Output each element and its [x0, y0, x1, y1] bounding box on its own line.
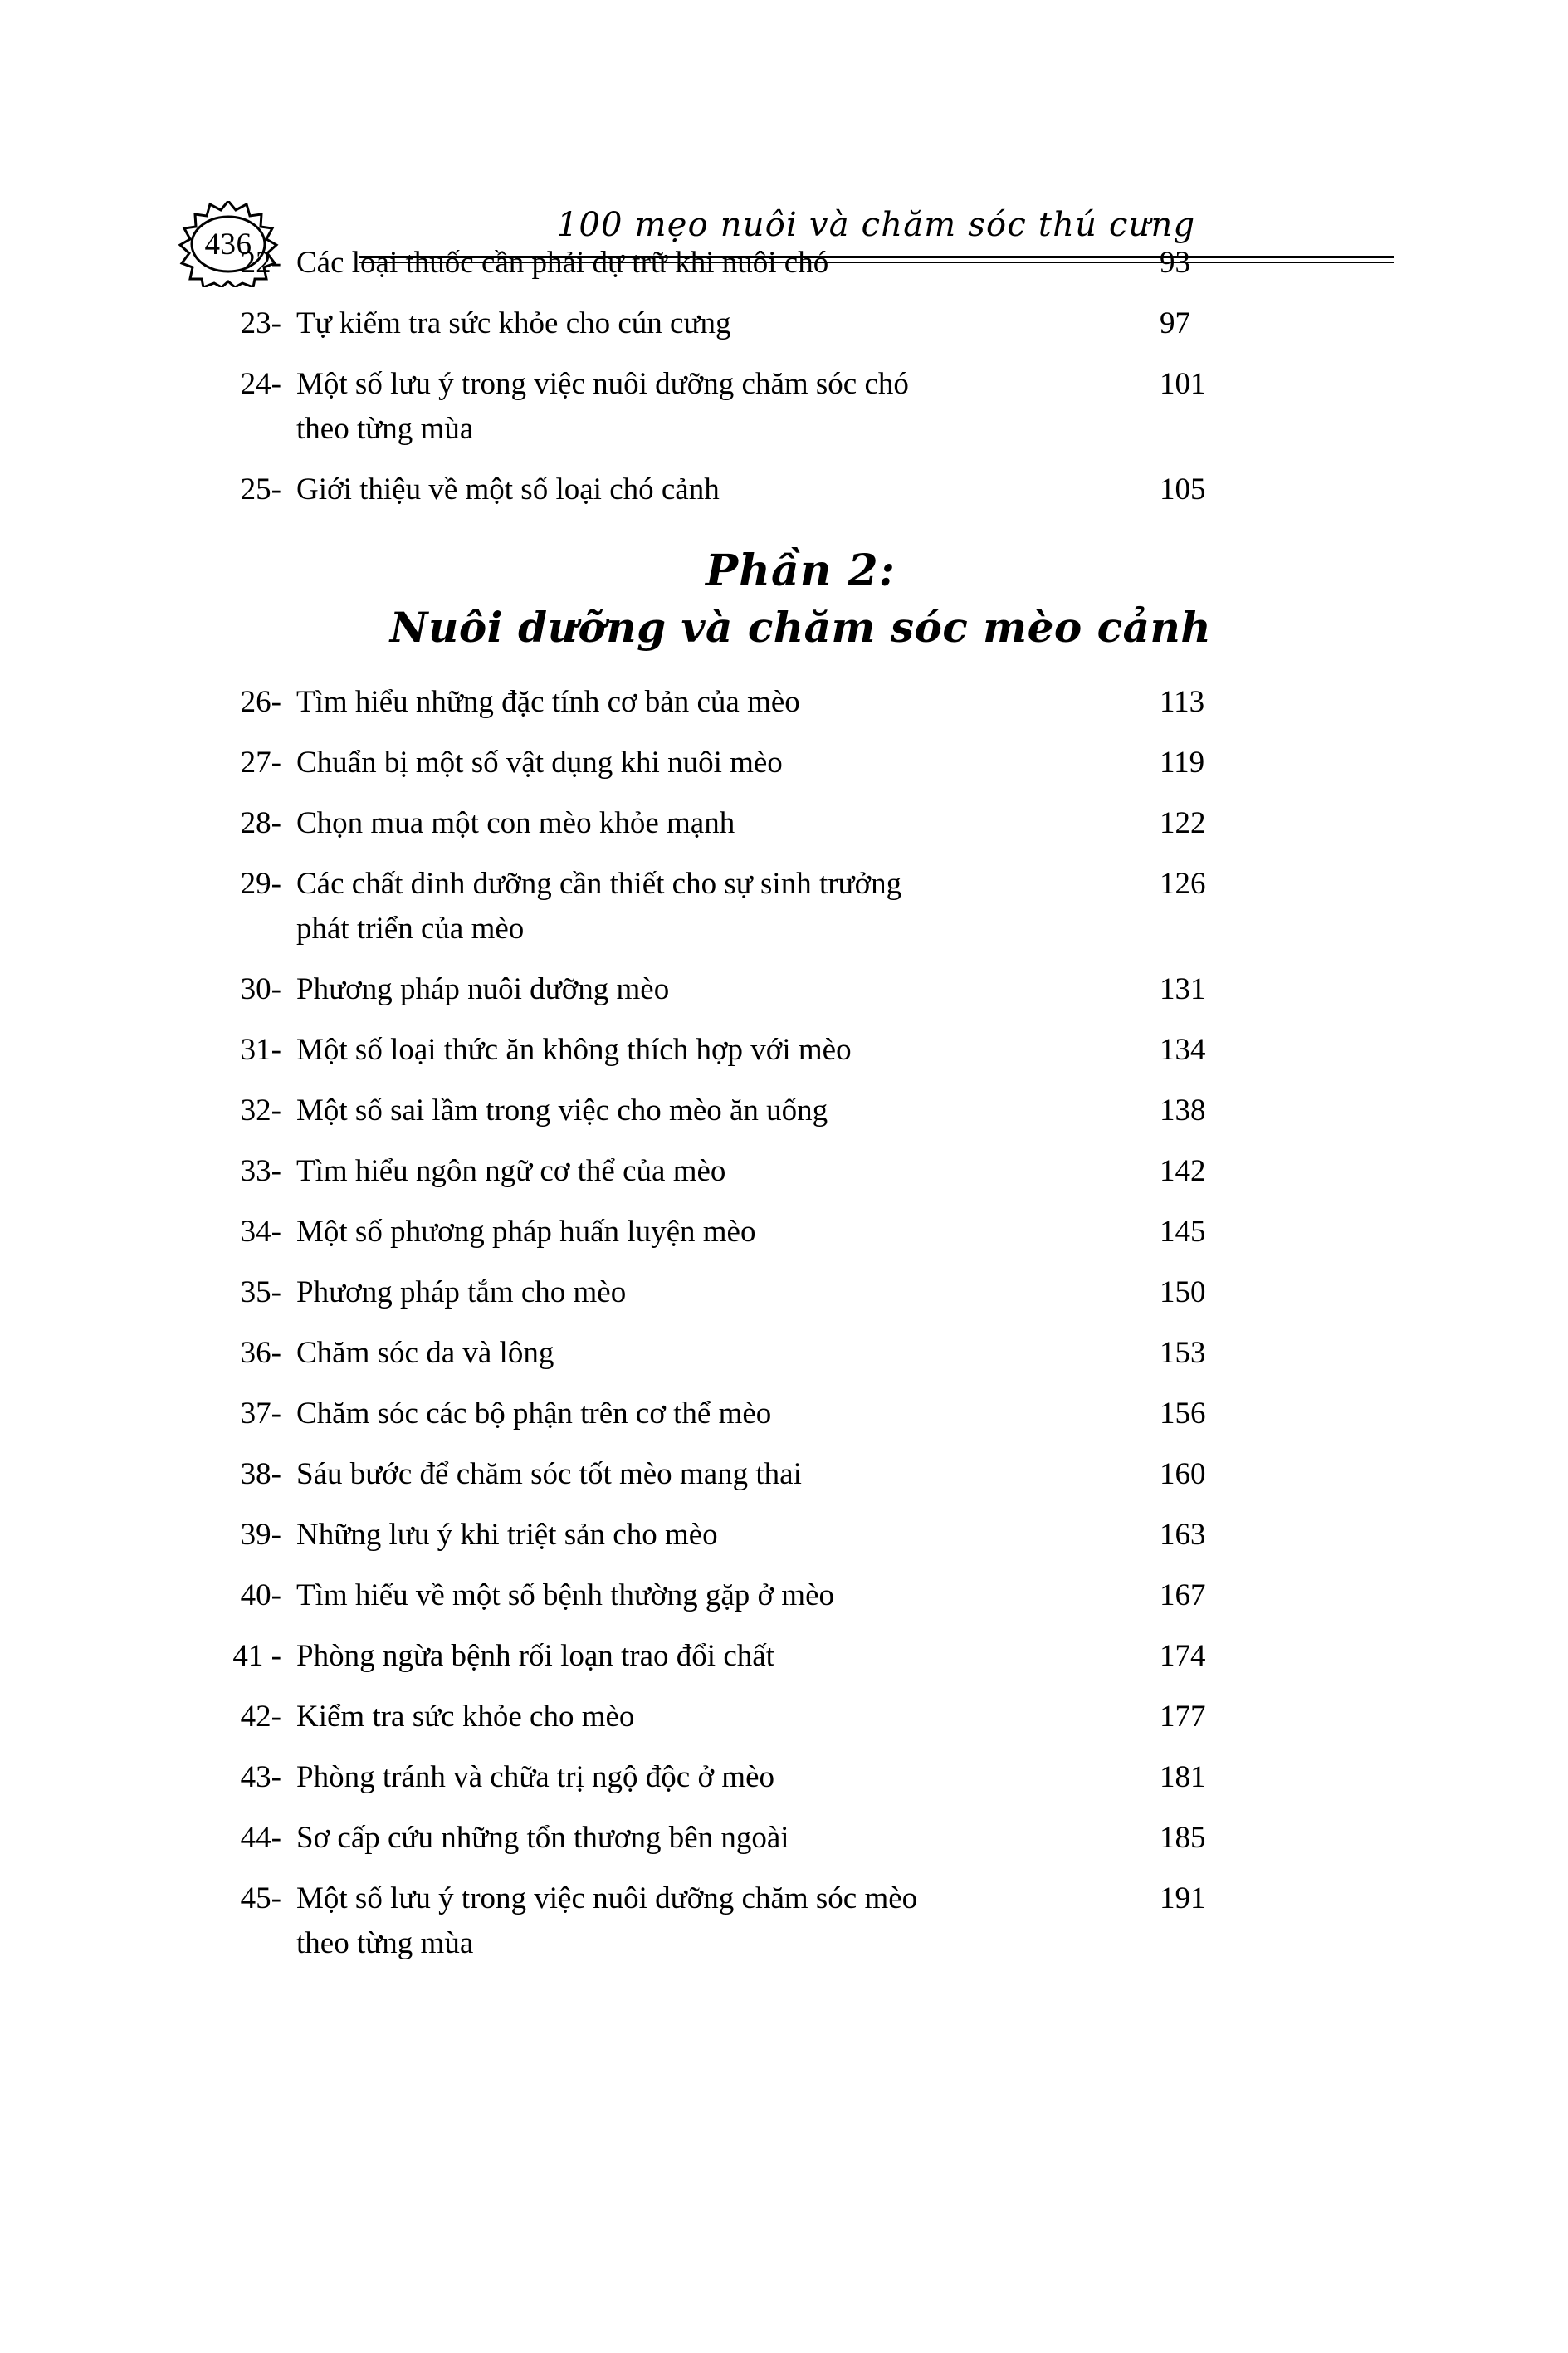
toc-entry-page: 142 — [1160, 1154, 1206, 1188]
toc-entry-title-line1: Một số phương pháp huấn luyện mèo — [296, 1215, 756, 1249]
toc-entry-title — [296, 1149, 1160, 1194]
toc-entry-title — [296, 1392, 1160, 1436]
toc-entry[interactable] — [0, 1088, 1568, 1133]
toc-entry-number: 43- — [240, 1760, 281, 1794]
toc-entry-page: 93 — [1160, 246, 1190, 280]
toc-entry-title-line1: Tìm hiểu về một số bệnh thường gặp ở mèo — [296, 1578, 835, 1612]
toc-entry-title — [296, 1513, 1160, 1558]
toc-entry-title-line2: phát triển của mèo — [296, 912, 525, 946]
toc-entry-title-line1: Phương pháp tắm cho mèo — [296, 1275, 627, 1309]
toc-entry-number: 27- — [240, 746, 281, 780]
toc-entry-title-line1: Kiểm tra sức khỏe cho mèo — [296, 1700, 635, 1734]
toc-entry[interactable] — [0, 362, 1568, 452]
toc-entry-page: 174 — [1160, 1639, 1206, 1673]
toc-entry-title — [296, 1755, 1160, 1800]
part-title: Nuôi dưỡng và chăm sóc mèo cảnh — [389, 603, 1212, 652]
toc-entry-number: 36- — [240, 1336, 281, 1370]
toc-entry-page: 167 — [1160, 1578, 1206, 1612]
table-of-contents — [0, 241, 1568, 1982]
toc-entry[interactable] — [0, 1270, 1568, 1315]
toc-entry[interactable] — [0, 1573, 1568, 1618]
toc-entry-title-line1: Chăm sóc các bộ phận trên cơ thể mèo — [296, 1397, 772, 1431]
toc-entry-page: 163 — [1160, 1518, 1206, 1552]
toc-entry-number: 34- — [240, 1215, 281, 1249]
toc-entry-title — [296, 1028, 1160, 1073]
toc-entry-number: 26- — [240, 685, 281, 719]
toc-entry[interactable] — [0, 467, 1568, 512]
toc-entry-number: 31- — [240, 1033, 281, 1067]
toc-entry[interactable] — [0, 1452, 1568, 1497]
toc-entry-page: 134 — [1160, 1033, 1206, 1067]
toc-entry-title-line2: theo từng mùa — [296, 412, 474, 446]
toc-entry-title — [296, 801, 1160, 846]
toc-entry-page: 138 — [1160, 1093, 1206, 1128]
part-label: Phần 2: — [706, 545, 896, 596]
toc-entry-title — [296, 1876, 1160, 1966]
toc-entry-number: 24- — [240, 367, 281, 401]
toc-entry-page: 177 — [1160, 1700, 1206, 1734]
toc-entry-title — [296, 467, 1160, 512]
toc-entry-number: 33- — [240, 1154, 281, 1188]
toc-entry-title — [296, 241, 1160, 286]
toc-entry-title-line1: Tìm hiểu những đặc tính cơ bản của mèo — [296, 685, 800, 719]
toc-entry-page: 119 — [1160, 746, 1205, 780]
toc-entry[interactable] — [0, 680, 1568, 725]
toc-entry-title-line1: Một số loại thức ăn không thích hợp với mèo — [296, 1033, 852, 1067]
toc-entry-number: 39- — [240, 1518, 281, 1552]
toc-entry-title — [296, 1452, 1160, 1497]
toc-entry-page: 105 — [1160, 472, 1206, 506]
toc-entry-title-line1: Tự kiểm tra sức khỏe cho cún cưng — [296, 306, 731, 340]
toc-entry[interactable] — [0, 1816, 1568, 1861]
toc-entry-title — [296, 1634, 1160, 1679]
toc-entry-number: 42- — [240, 1700, 281, 1734]
toc-entry-title-line1: Một số lưu ý trong việc nuôi dưỡng chăm sóc chó — [296, 367, 909, 401]
toc-entry-title-line1: Sơ cấp cứu những tổn thương bên ngoài — [296, 1821, 789, 1855]
toc-entry-number: 45- — [240, 1881, 281, 1915]
toc-entry-title-line1: Chăm sóc da và lông — [296, 1336, 554, 1370]
toc-entry[interactable] — [0, 1876, 1568, 1966]
toc-entry-title — [296, 1210, 1160, 1255]
toc-entry[interactable] — [0, 1331, 1568, 1376]
toc-entry-number: 25- — [240, 472, 281, 506]
toc-entry-number: 40- — [240, 1578, 281, 1612]
toc-entry-title-line1: Tìm hiểu ngôn ngữ cơ thể của mèo — [296, 1154, 726, 1188]
toc-entry-page: 101 — [1160, 367, 1206, 401]
toc-entry-title — [296, 1270, 1160, 1315]
part-heading — [0, 545, 1568, 652]
toc-entry-page: 153 — [1160, 1336, 1206, 1370]
toc-entry-title — [296, 362, 1160, 452]
toc-entry-number: 35- — [240, 1275, 281, 1309]
toc-entry-number: 44- — [240, 1821, 281, 1855]
toc-entry-title — [296, 967, 1160, 1012]
page-number: 436 — [204, 227, 252, 262]
toc-entry-title — [296, 1331, 1160, 1376]
toc-entry[interactable] — [0, 741, 1568, 785]
toc-entry-title-line1: Giới thiệu về một số loại chó cảnh — [296, 472, 720, 506]
toc-entry-page: 156 — [1160, 1397, 1206, 1431]
toc-entry[interactable] — [0, 301, 1568, 346]
toc-entry-number: 37- — [240, 1397, 281, 1431]
toc-entry[interactable] — [0, 1149, 1568, 1194]
toc-entry-page: 126 — [1160, 867, 1206, 901]
toc-entry[interactable] — [0, 1513, 1568, 1558]
toc-entry-title — [296, 301, 1160, 346]
toc-entry-number: 23- — [240, 306, 281, 340]
toc-entry-title — [296, 741, 1160, 785]
toc-entry-title-line2: theo từng mùa — [296, 1926, 474, 1960]
page-header — [0, 100, 1568, 262]
toc-entry-title-line1: Các chất dinh dưỡng cần thiết cho sự sinh trưởng — [296, 867, 902, 901]
toc-entry-number: 38- — [240, 1457, 281, 1491]
toc-entry-page: 131 — [1160, 972, 1206, 1006]
toc-entry-number: 41 - — [232, 1639, 281, 1673]
toc-entry-title-line1: Một số lưu ý trong việc nuôi dưỡng chăm sóc mèo — [296, 1881, 918, 1915]
toc-entry[interactable] — [0, 1392, 1568, 1436]
toc-entry[interactable] — [0, 801, 1568, 846]
toc-entry-title-line1: Các loại thuốc cần phải dự trữ khi nuôi chó — [296, 246, 829, 280]
toc-entry-title-line1: Chọn mua một con mèo khỏe mạnh — [296, 806, 735, 840]
toc-entry[interactable] — [0, 1210, 1568, 1255]
toc-entry[interactable] — [0, 1695, 1568, 1739]
toc-entry-page: 97 — [1160, 306, 1190, 340]
toc-entry[interactable] — [0, 967, 1568, 1012]
running-title: 100 mẹo nuôi và chăm sóc thú cưng — [556, 206, 1196, 244]
toc-entry-number: 28- — [240, 806, 281, 840]
toc-entry-number: 22- — [240, 246, 281, 280]
toc-entry-title — [296, 862, 1160, 951]
toc-entry-title-line1: Phòng tránh và chữa trị ngộ độc ở mèo — [296, 1760, 774, 1794]
toc-entry-title-line1: Phòng ngừa bệnh rối loạn trao đổi chất — [296, 1639, 774, 1673]
toc-entry[interactable] — [0, 862, 1568, 951]
toc-entry[interactable] — [0, 1028, 1568, 1073]
toc-entry-page: 122 — [1160, 806, 1206, 840]
toc-entry-page: 185 — [1160, 1821, 1206, 1855]
toc-entry-title — [296, 680, 1160, 725]
toc-entry-title-line1: Những lưu ý khi triệt sản cho mèo — [296, 1518, 718, 1552]
toc-entry-page: 145 — [1160, 1215, 1206, 1249]
toc-entry[interactable] — [0, 1634, 1568, 1679]
toc-entry[interactable] — [0, 1755, 1568, 1800]
toc-entry-title-line1: Phương pháp nuôi dưỡng mèo — [296, 972, 670, 1006]
toc-entry-page: 191 — [1160, 1881, 1206, 1915]
toc-entry-title — [296, 1088, 1160, 1133]
toc-entry-page: 113 — [1160, 685, 1205, 719]
toc-entry-title — [296, 1816, 1160, 1861]
toc-entry-number: 30- — [240, 972, 281, 1006]
toc-entry-title — [296, 1695, 1160, 1739]
toc-entry-page: 160 — [1160, 1457, 1206, 1491]
toc-entry-title-line1: Một số sai lầm trong việc cho mèo ăn uống — [296, 1093, 828, 1128]
toc-entry-number: 32- — [240, 1093, 281, 1128]
toc-entry-page: 150 — [1160, 1275, 1206, 1309]
toc-entry-title-line1: Sáu bước để chăm sóc tốt mèo mang thai — [296, 1457, 802, 1491]
toc-entry-number: 29- — [240, 867, 281, 901]
toc-entry-page: 181 — [1160, 1760, 1206, 1794]
toc-entry-title-line1: Chuẩn bị một số vật dụng khi nuôi mèo — [296, 746, 783, 780]
toc-entry-title — [296, 1573, 1160, 1618]
